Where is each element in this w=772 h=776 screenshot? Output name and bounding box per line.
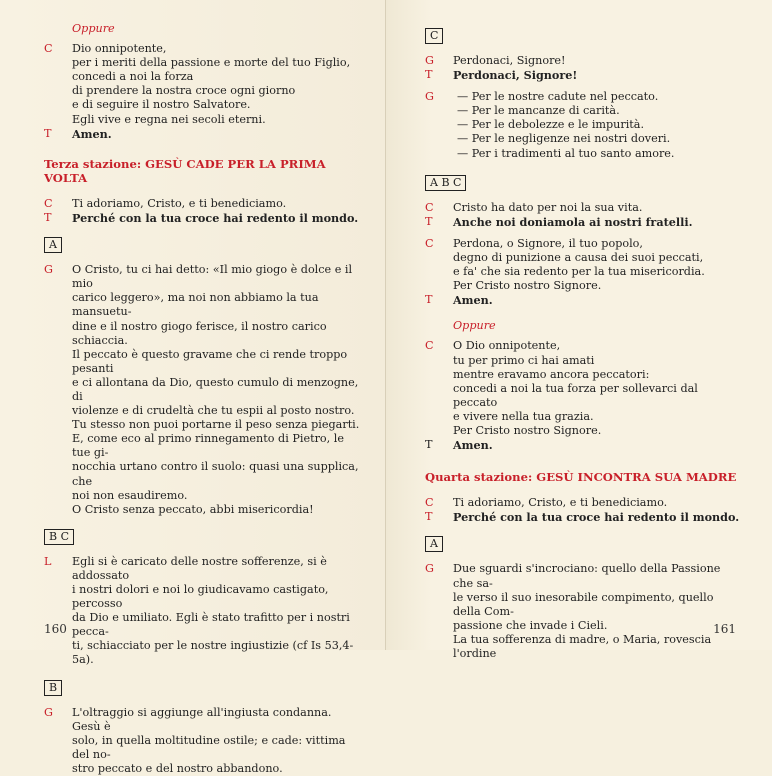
prayer-block (44, 42, 360, 127)
page-number: 161 (713, 622, 736, 636)
text-line: passione che invade i Cieli. (453, 618, 608, 632)
text-line: O Cristo, tu ci hai detto: «Il mio giogo è dolce e il mio (72, 263, 353, 291)
prayer-text (453, 339, 742, 438)
text-line: L'oltraggio si aggiunge all'ingiusta condanna. Gesù è (72, 705, 332, 733)
response-block (425, 215, 742, 229)
role-marker: G (425, 562, 434, 576)
text-line: O Dio onnipotente, (453, 339, 561, 353)
role-marker: T (425, 438, 433, 452)
text-line: per i meriti della passione e morte del tuo Figlio, (72, 56, 351, 70)
role-marker: T (425, 510, 433, 524)
role-marker: C (425, 496, 434, 510)
text-line: mentre eravamo ancora peccatori: (453, 367, 650, 381)
left-page (0, 0, 386, 775)
versicle-block (44, 197, 360, 211)
role-marker: G (425, 90, 434, 104)
response-block (44, 127, 360, 141)
text-line: concedi a noi la forza (72, 70, 194, 84)
prayer-block (425, 339, 742, 438)
text-line: Per Cristo nostro Signore. (453, 423, 602, 437)
spacer (425, 82, 742, 90)
prayer-text (453, 237, 742, 293)
text-line: da Dio e umiliato. Egli è stato trafitto per i nostri pecca- (72, 611, 350, 639)
response-block (425, 68, 742, 82)
text-line: Egli si è caricato delle nostre sofferenze, si è addossato (72, 554, 327, 582)
role-marker: G (425, 54, 434, 67)
litany-text (453, 90, 742, 160)
response-block (425, 510, 742, 524)
litany-line: — Per i tradimenti al tuo santo amore. (457, 146, 675, 160)
role-marker: T (425, 68, 433, 82)
reading-text (72, 555, 360, 668)
option-box-a: A (44, 237, 62, 253)
text-line: i nostri dolori e noi lo giudicavamo castigato, percosso (72, 583, 329, 611)
text-line: Il peccato è questo gravame che ci rende troppo pesanti (72, 347, 348, 375)
litany-line: — Per le negligenze nei nostri doveri. (457, 132, 671, 146)
text-line: Per Cristo nostro Signore. (453, 279, 602, 293)
meditation-block (44, 263, 360, 517)
role-marker: G (44, 705, 53, 719)
option-box-c: C (425, 28, 443, 44)
role-marker: T (425, 293, 433, 307)
versicle-block (425, 496, 742, 510)
response-text: Amen. (453, 293, 493, 308)
role-marker: C (44, 196, 53, 210)
response-text: Perché con la tua croce hai redento il mondo. (72, 211, 359, 226)
role-marker: C (425, 339, 434, 353)
text-line: tu per primo ci hai amati (453, 353, 595, 367)
response-text: Amen. (72, 126, 112, 141)
option-box-b: B (44, 680, 62, 696)
text-line: violenze e di crudeltà che tu espii al posto nostro. (72, 404, 355, 418)
meditation-text (453, 562, 742, 661)
reading-block (44, 555, 360, 668)
page-number: 160 (44, 622, 67, 636)
text-line: Due sguardi s'incrociano: quello della Passione che sa- (453, 562, 721, 590)
option-box-a: A (425, 536, 443, 552)
meditation-block (425, 562, 742, 661)
response-block (425, 438, 742, 452)
response-text: Perdonaci, Signore! (453, 68, 578, 83)
text-line: carico leggero», ma noi non abbiamo la tua mansuetu- (72, 291, 319, 319)
text-line: e di seguire il nostro Salvatore. (72, 98, 251, 112)
text-line: Tu stesso non puoi portarne il peso senza piegarti. (72, 418, 360, 432)
text-line: e vivere nella tua grazia. (453, 409, 594, 423)
role-marker: C (425, 200, 434, 214)
text-line: solo, in quella moltitudine ostile; e cade: vittima del no- (72, 733, 346, 761)
role-marker: C (44, 42, 53, 56)
station-heading: Terza stazione: GESÙ CADE PER LA PRIMA VOLTA (44, 156, 326, 185)
response-text: Anche noi doniamola ai nostri fratelli. (453, 214, 693, 229)
role-marker: C (425, 236, 434, 250)
right-page-content (425, 22, 742, 661)
meditation-text (72, 263, 360, 517)
text-line: Egli vive e regna nei secoli eterni. (72, 112, 266, 126)
response-text: Amen. (453, 438, 493, 453)
versicle-text: Ti adoriamo, Cristo, e ti benediciamo. (72, 196, 287, 210)
litany-line: — Per le nostre cadute nel peccato. (457, 90, 659, 104)
litany-line: — Per le mancanze di carità. (457, 104, 620, 118)
meditation-text (72, 706, 360, 776)
prayer-text (72, 42, 360, 127)
spacer (425, 229, 742, 237)
meditation-block (44, 706, 360, 776)
text-line: ti, schiacciato per le nostre ingiustizie (cf Is 53,4-5a). (72, 639, 354, 667)
oppure-rubric: Oppure (453, 319, 496, 333)
text-line: La tua sofferenza di madre, o Maria, rovescia l'ordine (453, 632, 712, 660)
role-marker: T (425, 214, 433, 228)
role-marker: T (44, 126, 52, 140)
text-line: e fa' che sia redento per la tua misericordia. (453, 265, 705, 279)
response-block (44, 211, 360, 225)
versicle-text: Cristo ha dato per noi la sua vita. (453, 200, 643, 214)
oppure-rubric: Oppure (72, 22, 115, 35)
text-line: nocchia urtano contro il suolo: quasi una supplica, che (72, 460, 359, 488)
text-line: Perdona, o Signore, il tuo popolo, (453, 236, 643, 250)
versicle-block (425, 201, 742, 215)
text-line: degno di punizione a causa dei suoi peccati, (453, 250, 704, 264)
text-line: stro peccato e del nostro abbandono. (72, 761, 283, 775)
station-heading: Quarta stazione: GESÙ INCONTRA SUA MADRE (425, 470, 737, 485)
text-line: O Cristo senza peccato, abbi misericordia! (72, 502, 314, 516)
text-line: le verso il suo inesorabile compimento, quello della Com- (453, 590, 714, 618)
text-line: di prendere la nostra croce ogni giorno (72, 84, 296, 98)
litany-line: — Per le debolezze e le impurità. (457, 118, 645, 132)
option-box-abc: A B C (425, 175, 466, 191)
litany-block (425, 90, 742, 160)
text-line: Dio onnipotente, (72, 42, 167, 56)
role-marker: G (44, 263, 53, 277)
text-line: dine e il nostro giogo ferisce, il nostro carico schiaccia. (72, 319, 327, 347)
text-line: concedi a noi la tua forza per sollevarci dal peccato (453, 381, 698, 409)
response-block (425, 293, 742, 307)
option-box-bc: B C (44, 529, 74, 545)
left-page-content (44, 22, 360, 776)
versicle-block (425, 54, 742, 68)
text-line: noi non esaudiremo. (72, 488, 188, 502)
role-marker: L (44, 554, 52, 568)
prayer-block (425, 237, 742, 293)
versicle-text: Perdonaci, Signore! (453, 54, 566, 67)
response-text: Perché con la tua croce hai redento il mondo. (453, 510, 740, 525)
role-marker: T (44, 211, 52, 225)
versicle-text: Ti adoriamo, Cristo, e ti benediciamo. (453, 496, 668, 510)
text-line: e ci allontana da Dio, questo cumulo di menzogne, di (72, 375, 359, 403)
text-line: E, come eco al primo rinnegamento di Pietro, le tue gi- (72, 432, 344, 460)
